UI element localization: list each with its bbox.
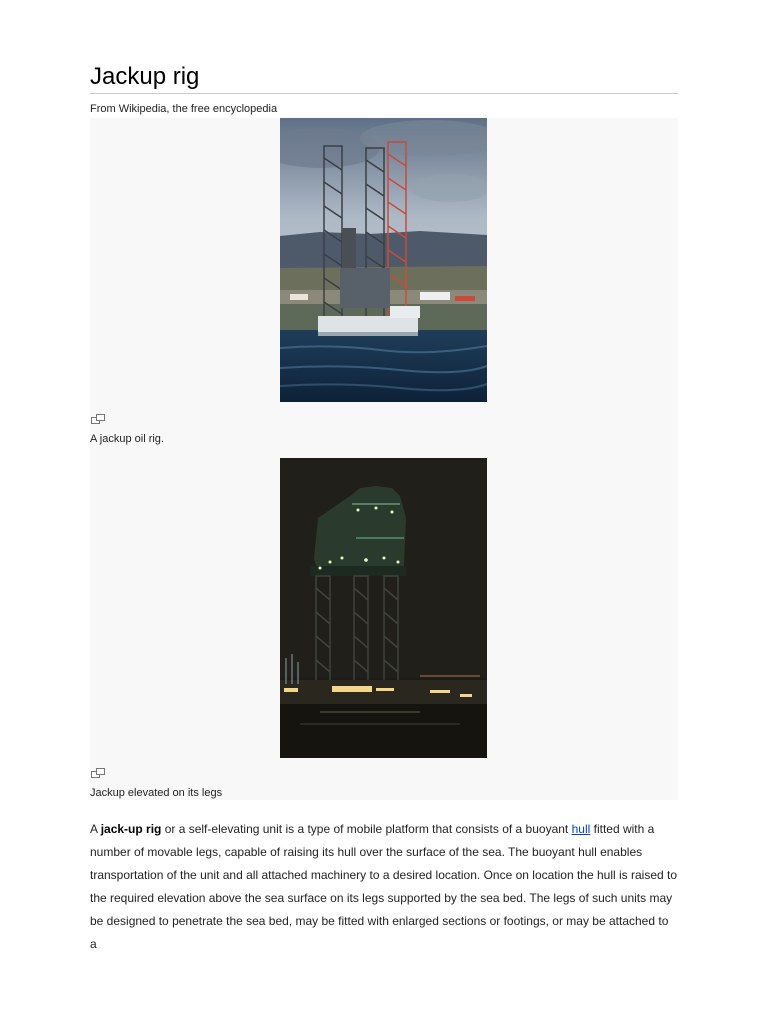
hull-link[interactable]: hull [571, 822, 591, 836]
magnify-icon[interactable] [91, 768, 105, 778]
figure-caption: A jackup oil rig. [90, 433, 164, 445]
term-bold: jack-up rig [100, 822, 162, 836]
magnify-icon[interactable] [91, 414, 105, 424]
intro-paragraph [90, 818, 678, 956]
intro-text-b: or a self-elevating unit is a type of mobile platform that consists of a buoyant [161, 822, 572, 836]
intro-text-c: fitted with a number of movable legs, capable of raising its hull over the surface of the sea. The buoyant hull enables transportation of the unit and all attached machinery to a desired location. Once on location the hull is raised to the required elevation above the sea surface on its legs supported by the sea bed. The legs of such units may be designed to penetrate the sea bed, may be fitted with enlarged sections or footings, or may be attached to a [90, 822, 678, 951]
jackup-night-photo[interactable] [280, 458, 487, 758]
title-divider [90, 93, 678, 94]
intro-text-a: A [90, 822, 101, 836]
page-title: Jackup rig [90, 63, 200, 90]
thumbnail-box [90, 118, 678, 800]
figure-caption: Jackup elevated on its legs [90, 787, 223, 799]
tagline: From Wikipedia, the free encyclopedia [90, 103, 278, 115]
jackup-rig-photo[interactable] [280, 118, 487, 402]
